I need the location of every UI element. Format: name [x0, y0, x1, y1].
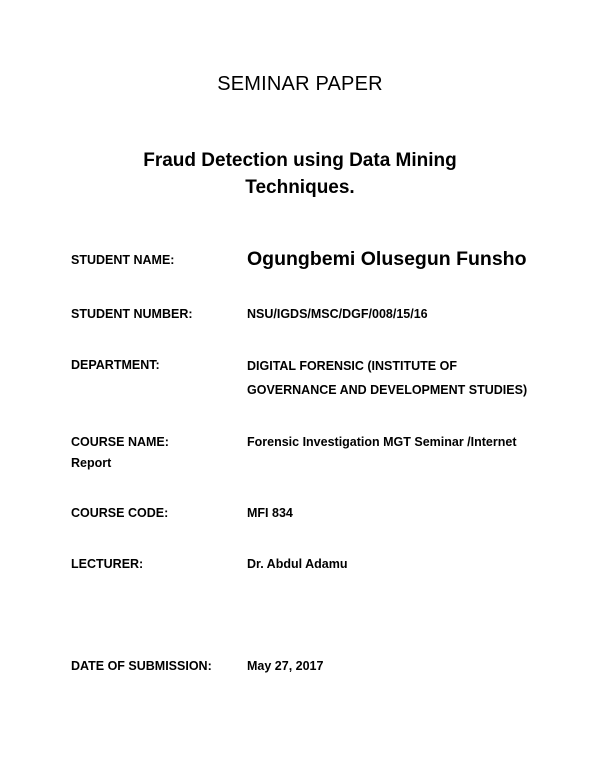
- student-number-value: NSU/IGDS/MSC/DGF/008/15/16: [247, 307, 428, 321]
- course-name-label-continuation: Report: [71, 456, 112, 470]
- course-name-value: Forensic Investigation MGT Seminar /Internet: [247, 435, 517, 449]
- student-number-label: STUDENT NUMBER:: [71, 307, 193, 321]
- course-code-label: COURSE CODE:: [71, 506, 169, 520]
- course-name-label: [71, 432, 169, 474]
- course-name-label-text: COURSE NAME:: [71, 435, 169, 449]
- course-code-value: MFI 834: [247, 506, 293, 520]
- lecturer-value: Dr. Abdul Adamu: [247, 557, 348, 571]
- document-heading: SEMINAR PAPER: [217, 73, 383, 95]
- paper-title: [0, 147, 600, 201]
- department-value: [247, 354, 567, 402]
- student-name-label: STUDENT NAME:: [71, 253, 175, 267]
- date-of-submission-value: May 27, 2017: [247, 659, 324, 673]
- student-name-value: Ogungbemi Olusegun Funsho: [247, 248, 527, 270]
- department-value-line-2: GOVERNANCE AND DEVELOPMENT STUDIES): [247, 383, 528, 397]
- department-label: DEPARTMENT:: [71, 358, 160, 372]
- lecturer-label: LECTURER:: [71, 557, 144, 571]
- paper-title-line-1: Fraud Detection using Data Mining: [143, 150, 457, 171]
- department-value-line-1: DIGITAL FORENSIC (INSTITUTE OF: [247, 359, 457, 373]
- paper-title-line-2: Techniques.: [245, 177, 355, 198]
- date-of-submission-label: DATE OF SUBMISSION:: [71, 659, 212, 673]
